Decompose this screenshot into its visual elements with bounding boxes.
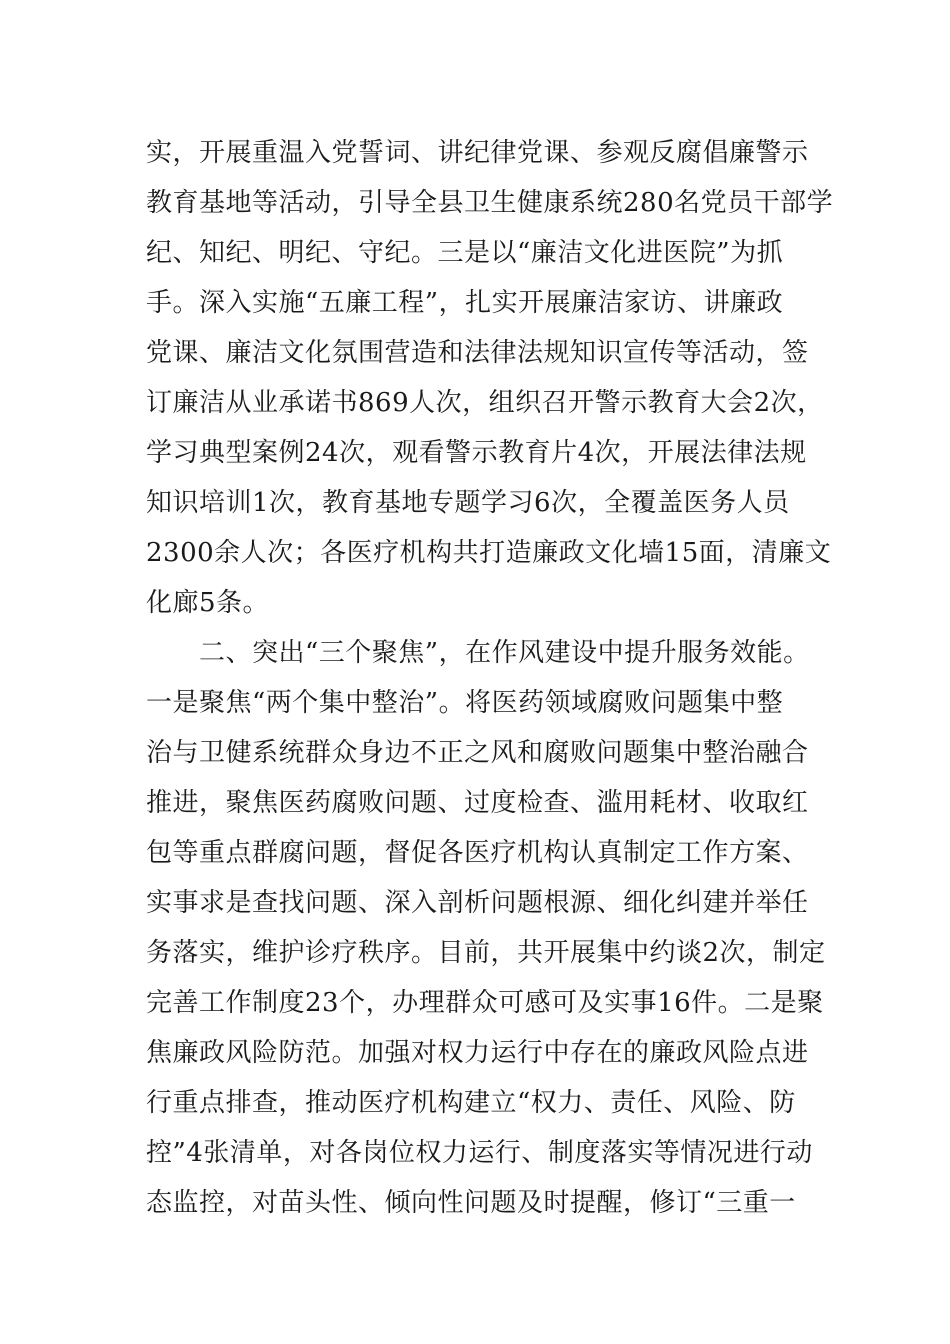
text-line: 推进，聚焦医药腐败问题、过度检查、滥用耗材、收取红 [146,788,809,818]
text-line: 态监控，对苗头性、倾向性问题及时提醒，修订“三重一 [146,1188,796,1218]
section-heading-line: 二、突出“三个聚焦”，在作风建设中提升服务效能。 [146,638,810,668]
text-line: 订廉洁从业承诺书869人次，组织召开警示教育大会2次， [146,388,824,418]
text-line: 控”4张清单，对各岗位权力运行、制度落实等情况进行动 [146,1138,813,1168]
text-line: 纪、知纪、明纪、守纪。三是以“廉洁文化进医院”为抓 [146,238,784,268]
text-line: 手。深入实施“五廉工程”，扎实开展廉洁家访、讲廉政 [146,288,784,318]
text-line: 知识培训1次，教育基地专题学习6次，全覆盖医务人员 [146,488,790,518]
text-line: 2300余人次；各医疗机构共打造廉政文化墙15面，清廉文 [146,538,832,568]
text-line: 焦廉政风险防范。加强对权力运行中存在的廉政风险点进 [146,1038,809,1068]
text-line: 实事求是查找问题、深入剖析问题根源、细化纠建并举任 [146,888,809,918]
body-text [146,128,834,1228]
text-line: 务落实，维护诊疗秩序。目前，共开展集中约谈2次，制定 [146,938,826,968]
text-line: 完善工作制度23个，办理群众可感可及实事16件。二是聚 [146,988,824,1018]
text-line: 化廊5条。 [146,588,270,618]
text-line: 学习典型案例24次，观看警示教育片4次，开展法律法规 [146,438,807,468]
text-line: 教育基地等活动，引导全县卫生健康系统280名党员干部学 [146,188,834,218]
text-line: 一是聚焦“两个集中整治”。将医药领域腐败问题集中整 [146,688,784,718]
text-line: 包等重点群腐问题，督促各医疗机构认真制定工作方案、 [146,838,809,868]
text-line: 实，开展重温入党誓词、讲纪律党课、参观反腐倡廉警示 [146,138,809,168]
text-line: 治与卫健系统群众身边不正之风和腐败问题集中整治融合 [146,738,809,768]
text-line: 党课、廉洁文化氛围营造和法律法规知识宣传等活动，签 [146,338,809,368]
text-line: 行重点排查，推动医疗机构建立“权力、责任、风险、防 [146,1088,796,1118]
